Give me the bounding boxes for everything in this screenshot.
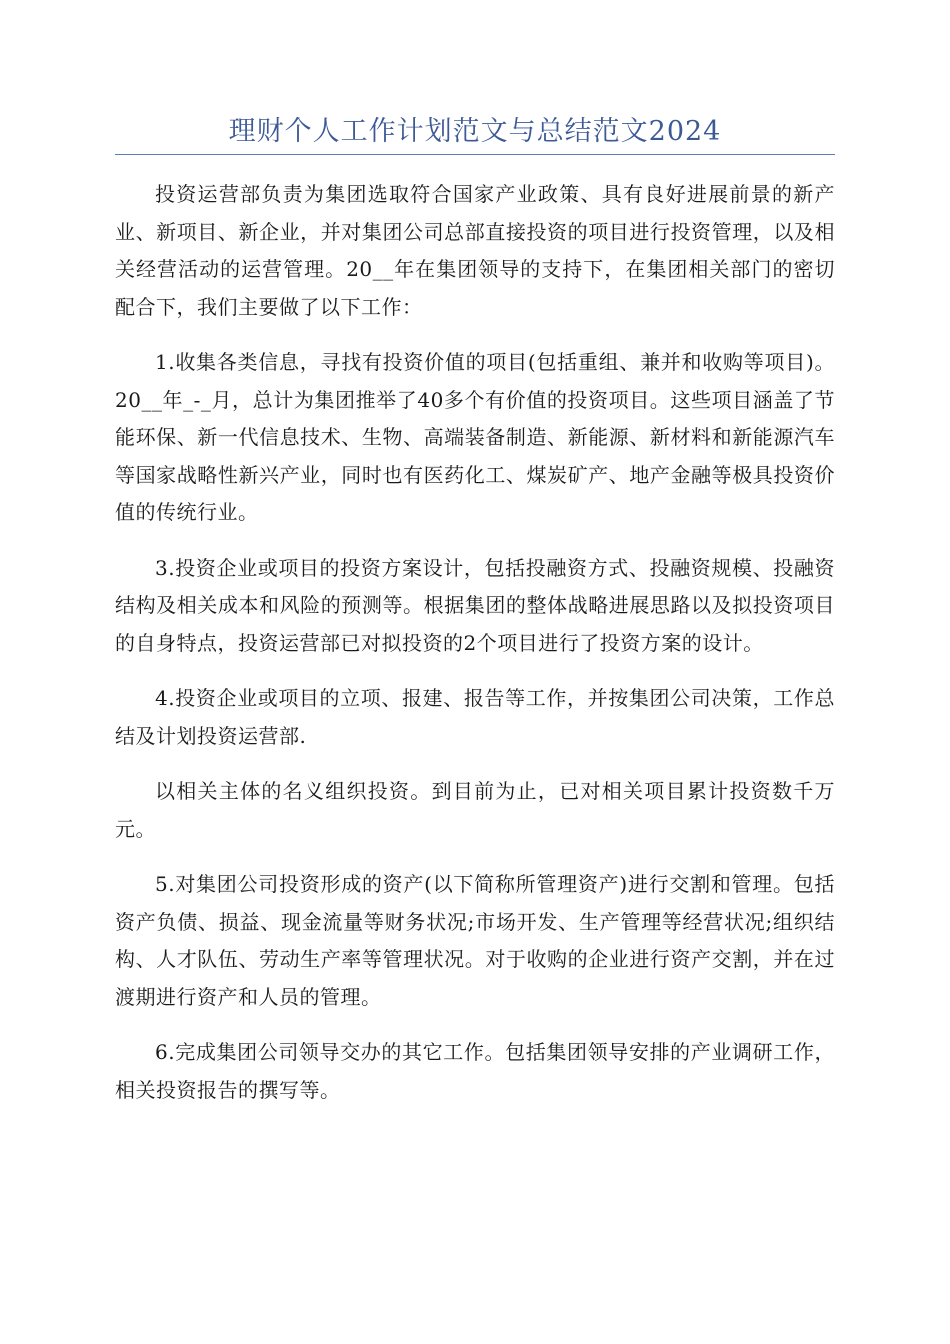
paragraph-item-1: 1.收集各类信息，寻找有投资价值的项目(包括重组、兼并和收购等项目)。20__年_-_月，总计为集团推举了40多个有价值的投资项目。这些项目涵盖了节能环保、新一代信息技术、生物、高端装备制造、新能源、新材料和新能源汽车等国家战略性新兴产业，同时也有医药化工、煤炭矿产、地产金融等极具投资价值的传统行业。: [115, 350, 835, 524]
paragraph-intro: 投资运营部负责为集团选取符合国家产业政策、具有良好进展前景的新产业、新项目、新企业，并对集团公司总部直接投资的项目进行投资管理，以及相关经营活动的运营管理。20__年在集团领导的支持下，在集团相关部门的密切配合下，我们主要做了以下工作：: [115, 182, 835, 319]
document-title: 理财个人工作计划范文与总结范文2024: [228, 116, 722, 147]
paragraph-item-3: 3.投资企业或项目的投资方案设计，包括投融资方式、投融资规模、投融资结构及相关成本和风险的预测等。根据集团的整体战略进展思路以及拟投资项目的自身特点，投资运营部已对拟投资的2个项目进行了投资方案的设计。: [115, 555, 835, 655]
title-underline: [115, 154, 835, 155]
paragraph-item-6: 6.完成集团公司领导交办的其它工作。包括集团领导安排的产业调研工作，相关投资报告的撰写等。: [115, 1040, 835, 1102]
document-body: [115, 176, 835, 1127]
paragraph-item-4: 4.投资企业或项目的立项、报建、报告等工作，并按集团公司决策，工作总结及计划投资运营部.: [115, 686, 835, 748]
paragraph-item-5: 5.对集团公司投资形成的资产(以下简称所管理资产)进行交割和管理。包括资产负债、损益、现金流量等财务状况;市场开发、生产管理等经营状况;组织结构、人才队伍、劳动生产率等管理状况。对于收购的企业进行资产交割，并在过渡期进行资产和人员的管理。: [115, 872, 835, 1009]
paragraph-investment-total: 以相关主体的名义组织投资。到目前为止，已对相关项目累计投资数千万元。: [115, 779, 835, 841]
